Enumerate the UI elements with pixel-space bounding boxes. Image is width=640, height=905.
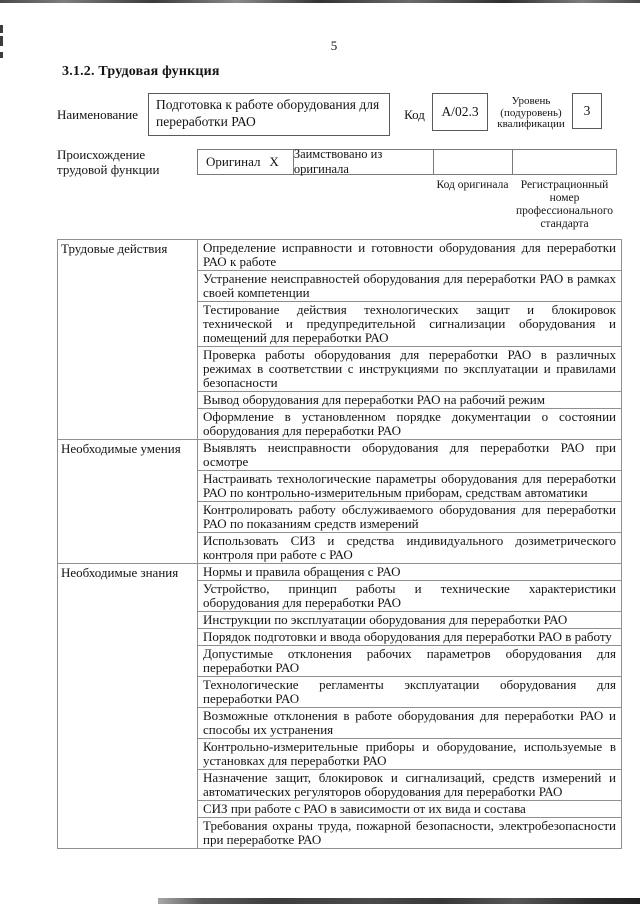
table-row: Вывод оборудования для переработки РАО на рабочий режим <box>198 391 621 408</box>
reg-number-label: Регистрационный номер профессионального стандарта <box>515 179 614 230</box>
table-row: Оформление в установленном порядке документации о состоянии оборудования для переработки РАО <box>198 408 621 439</box>
code-label: Код <box>404 107 425 122</box>
table-row: Определение исправности и готовности оборудования для переработки РАО к работе <box>203 240 616 269</box>
borrowed-label: Заимствовано из оригинала <box>293 147 383 176</box>
original-x-mark: X <box>269 154 279 169</box>
section-label: Необходимые умения <box>58 440 198 563</box>
function-code-box: А/02.3 <box>432 93 488 131</box>
table-section <box>58 563 621 848</box>
table-row: Тестирование действия технологических защит и блокировок технической и предупредительной сигнализации оборудования и помещений для переработки РАО <box>198 301 621 346</box>
table-row: Выявлять неисправности оборудования для переработки РАО при осмотре <box>203 440 616 469</box>
table-row: Устранение неисправностей оборудования для переработки РАО в рамках своей компетенции <box>198 270 621 301</box>
labor-function-table <box>57 239 622 849</box>
scan-artifact-top-edge <box>0 0 640 3</box>
table-row: Нормы и правила обращения с РАО <box>203 564 401 579</box>
section-items <box>198 564 621 848</box>
origin-original-cell <box>198 150 293 174</box>
table-row: Возможные отклонения в работе оборудования для переработки РАО и способы их устранения <box>198 707 621 738</box>
page-number: 5 <box>330 38 338 53</box>
table-row: Контролировать работу обслуживаемого оборудования для переработки РАО по показаниям средств измерений <box>198 501 621 532</box>
function-name-box: Подготовка к работе оборудования для переработки РАО <box>148 93 390 136</box>
table-row: Требования охраны труда, пожарной безопасности, электробезопасности при переработке РАО <box>198 817 621 848</box>
original-label: Оригинал <box>206 154 261 169</box>
table-row: Использовать СИЗ и средства индивидуального дозиметрического контроля при работе с РАО <box>198 532 621 563</box>
table-section <box>58 240 621 439</box>
origin-label: Происхождение трудовой функции <box>57 147 160 177</box>
origin-code-cell <box>433 150 512 174</box>
table-row: Порядок подготовки и ввода оборудования для переработки РАО в работу <box>198 628 621 645</box>
table-row: Назначение защит, блокировок и сигнализаций, средств измерений и автоматических регуляторов оборудования для переработки РАО <box>198 769 621 800</box>
section-label: Необходимые знания <box>58 564 198 848</box>
section-items <box>198 440 621 563</box>
table-row: Технологические регламенты эксплуатации оборудования для переработки РАО <box>198 676 621 707</box>
table-row: Контрольно-измерительные приборы и оборудование, используемые в установках для переработки РАО <box>198 738 621 769</box>
table-row: Проверка работы оборудования для переработки РАО в различных режимах в соответствии с инструкциями по эксплуатации и правилами безопасности <box>198 346 621 391</box>
table-row: Допустимые отклонения рабочих параметров оборудования для переработки РАО <box>198 645 621 676</box>
name-label: Наименование <box>57 107 138 122</box>
origin-regnumber-cell <box>512 150 616 174</box>
scan-artifact-bottom-bar <box>158 898 640 904</box>
section-items <box>198 240 621 439</box>
section-label: Трудовые действия <box>58 240 198 439</box>
table-row: Настраивать технологические параметры оборудования для переработки РАО по контрольно-измерительным приборам, средствам автоматики <box>198 470 621 501</box>
scan-artifact-left-mark <box>0 25 3 33</box>
table-row: Устройство, принцип работы и технические характеристики оборудования для переработки РАО <box>198 580 621 611</box>
section-heading: 3.1.2. Трудовая функция <box>62 64 220 79</box>
qualification-level-box: 3 <box>572 93 602 129</box>
origin-table <box>197 149 617 175</box>
qualification-level-label: Уровень (подуровень) квалификации <box>497 95 565 130</box>
code-original-label: Код оригинала <box>436 179 509 191</box>
table-row: Инструкции по эксплуатации оборудования для переработки РАО <box>198 611 621 628</box>
table-row: СИЗ при работе с РАО в зависимости от их вида и состава <box>198 800 621 817</box>
table-section <box>58 439 621 563</box>
origin-borrowed-cell <box>293 147 434 176</box>
